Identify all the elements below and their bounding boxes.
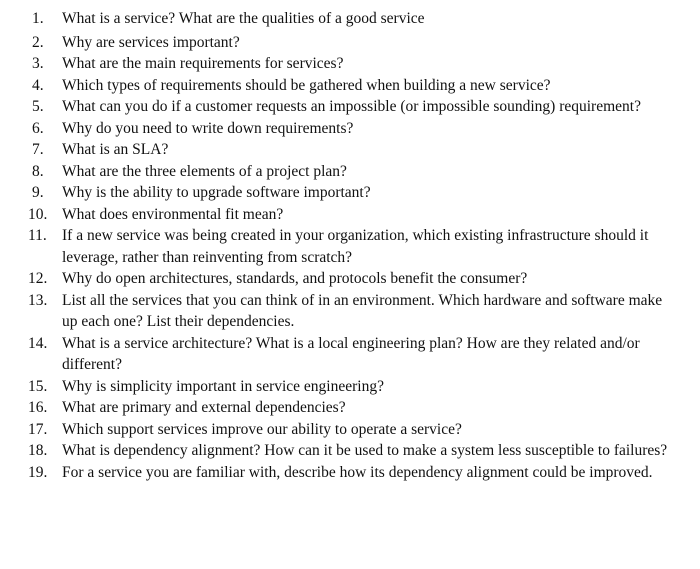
question-item-17 (28, 419, 668, 441)
question-item-4 (28, 75, 668, 97)
question-item-19 (28, 462, 668, 484)
question-item-12 (28, 268, 668, 290)
question-item-6 (28, 118, 668, 140)
question-number: 3. (32, 55, 44, 72)
question-text: What are the main requirements for services? (62, 55, 344, 72)
question-number: 1. (32, 10, 44, 27)
question-text: What is dependency alignment? How can it be used to make a system less susceptible to failures? (62, 442, 668, 459)
question-text: Why do you need to write down requirements? (62, 119, 354, 137)
question-number: 5. (32, 98, 44, 115)
question-number: 13. (28, 291, 48, 309)
question-item-9 (28, 182, 668, 204)
question-item-5 (28, 96, 668, 118)
question-item-14 (28, 333, 668, 376)
question-item-1 (28, 8, 668, 30)
question-text: Which support services improve our ability to operate a service? (62, 420, 462, 438)
question-text: For a service you are familiar with, describe how its dependency alignment could be improved. (62, 463, 653, 481)
question-number: 10. (28, 205, 48, 223)
question-item-16 (28, 397, 668, 419)
question-text: Why is simplicity important in service engineering? (62, 377, 384, 395)
question-number: 9. (32, 184, 44, 201)
question-text: What can you do if a customer requests an impossible (or impossible sounding) requirement? (62, 98, 641, 115)
question-text: What is an SLA? (62, 141, 169, 158)
question-list (28, 8, 668, 483)
question-text: Why are services important? (62, 33, 240, 51)
question-item-13 (28, 290, 668, 333)
question-number: 6. (32, 119, 44, 137)
question-number: 12. (28, 270, 48, 287)
question-item-11 (28, 225, 668, 268)
question-text: Why do open architectures, standards, and protocols benefit the consumer? (62, 270, 528, 287)
question-number: 8. (32, 162, 44, 180)
question-text: Why is the ability to upgrade software important? (62, 184, 371, 201)
question-item-3 (28, 53, 668, 75)
question-item-10 (28, 204, 668, 226)
question-text: What are the three elements of a project plan? (62, 162, 347, 180)
question-number: 4. (32, 76, 44, 94)
question-text: What is a service architecture? What is a local engineering plan? How are they related and/or different? (62, 334, 640, 373)
question-number: 7. (32, 141, 44, 158)
question-text: List all the services that you can think of in an environment. Which hardware and software make up each one? List their dependencies. (62, 291, 663, 330)
question-text: What are primary and external dependencies? (62, 399, 346, 416)
question-text: What is a service? What are the qualities of a good service (62, 10, 425, 27)
question-number: 16. (28, 399, 48, 416)
question-item-8 (28, 161, 668, 183)
question-number: 19. (28, 463, 48, 481)
question-text: Which types of requirements should be gathered when building a new service? (62, 76, 551, 94)
question-number: 15. (28, 377, 48, 395)
question-item-18 (28, 440, 668, 462)
question-number: 11. (28, 227, 47, 244)
question-item-2 (28, 32, 668, 54)
question-item-15 (28, 376, 668, 398)
question-number: 17. (28, 420, 48, 438)
question-number: 14. (28, 334, 48, 352)
question-number: 2. (32, 33, 44, 51)
question-number: 18. (28, 442, 48, 459)
question-text: What does environmental fit mean? (62, 205, 284, 223)
question-item-7 (28, 139, 668, 161)
question-text: If a new service was being created in your organization, which existing infrastructure should it leverage, rather than reinventing from scratch? (62, 227, 649, 266)
